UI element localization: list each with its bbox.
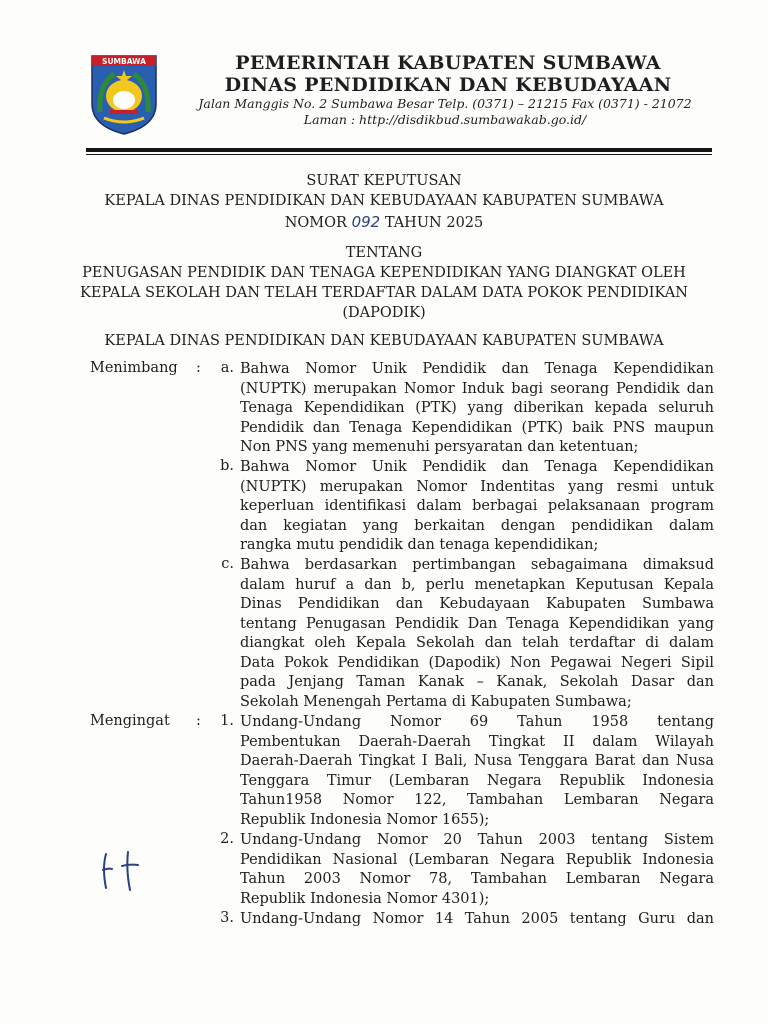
consideration-c [240,556,714,712]
text-line: (NUPTK) merupakan Nomor Induk bagi seorang Pendidik dan [240,380,714,397]
text-line: Tahun1958 Nomor 122, Tambahan Lembaran Negara [240,792,714,808]
letterhead-rule-thin [86,154,712,155]
department-name: DINAS PENDIDIKAN DAN KEBUDAYAAN [224,74,672,96]
subject-line-3: (DAPODIK) [342,305,426,321]
text-line: rangka mutu pendidik dan tenaga kependidikan; [240,537,599,553]
legal-basis-2-mark: 2. [220,831,234,847]
document-issuer: KEPALA DINAS PENDIDIKAN DAN KEBUDAYAAN KABUPATEN SUMBAWA [104,193,664,209]
menimbang-colon: : [196,360,201,376]
subject-line-2: KEPALA SEKOLAH DAN TELAH TERDAFTAR DALAM DATA POKOK PENDIDIKAN [80,285,688,301]
text-line: Tenaga Kependidikan (PTK) yang diberikan kepada seluruh [240,400,714,416]
text-line: Non PNS yang memenuhi persyaratan dan ketentuan; [240,439,639,455]
text-line: pada Jenjang Taman Kanak – Kanak, Sekolah Dasar dan [240,674,714,690]
menimbang-label: Menimbang [90,360,178,376]
office-website: Laman : http://disdikbud.sumbawakab.go.id/ [303,112,587,127]
letterhead-rule-thick [86,148,712,152]
text-line: dan kegiatan yang berkaitan dengan pendidikan dalam [240,517,714,534]
consideration-c-mark: c. [221,556,234,572]
svg-text:SUMBAWA: SUMBAWA [102,57,146,66]
text-line: Undang-Undang Nomor 14 Tahun 2005 tentang Guru dan [240,911,714,927]
legal-basis-3 [240,910,714,930]
mengingat-label: Mengingat [90,713,170,729]
text-line: dalam huruf a dan b, perlu menetapkan Keputusan Kepala [240,576,714,593]
consideration-a [240,360,714,458]
legal-basis-2 [240,831,714,909]
text-line: tentang Penugasan Pendidik Dan Tenaga Kependidikan yang [240,615,714,632]
handwritten-number: 092 [351,213,381,231]
document-type: SURAT KEPUTUSAN [306,173,462,189]
sumbawa-regency-emblem-icon [88,52,160,136]
document-number [60,213,708,231]
authority-heading: KEPALA DINAS PENDIDIKAN DAN KEBUDAYAAN KABUPATEN SUMBAWA [104,333,664,349]
legal-basis-3-mark: 3. [220,910,234,926]
text-line: Pendidikan Nasional (Lembaran Negara Republik Indonesia [240,851,714,868]
mengingat-colon: : [196,713,201,729]
text-line: keperluan identifikasi dalam berbagai pelaksanaan program [240,498,714,514]
legal-basis-1-mark: 1. [220,713,234,729]
text-line: Pembentukan Daerah-Daerah Tingkat II dalam Wilayah [240,733,714,750]
text-line: Pendidik dan Tenaga Kependidikan (PTK) baik PNS maupun [240,419,714,436]
letterhead [0,0,768,160]
text-line: Sekolah Menengah Pertama di Kabupaten Sumbawa; [240,693,632,710]
government-name: PEMERINTAH KABUPATEN SUMBAWA [235,52,661,74]
office-address: Jalan Manggis No. 2 Sumbawa Besar Telp. (0371) – 21215 Fax (0371) - 21072 [198,96,692,111]
number-year: TAHUN 2025 [384,215,484,231]
text-line: diangkat oleh Kepala Sekolah dan telah terdaftar di dalam [240,635,714,651]
text-line: Daerah-Daerah Tingkat I Bali, Nusa Tenggara Barat dan Nusa [240,753,714,769]
text-line: Bahwa Nomor Unik Pendidik dan Tenaga Kependidikan [240,361,714,377]
text-line: Data Pokok Pendidikan (Dapodik) Non Pegawai Negeri Sipil [240,654,714,671]
consideration-b-mark: b. [220,458,234,474]
text-line: Undang-Undang Nomor 69 Tahun 1958 tentang [240,714,714,730]
text-line: Tahun 2003 Nomor 78, Tambahan Lembaran Negara [240,871,714,887]
about-heading: TENTANG [345,245,423,261]
text-line: Bahwa Nomor Unik Pendidik dan Tenaga Kependidikan [240,459,714,475]
text-line: Dinas Pendidikan dan Kebudayaan Kabupaten Sumbawa [240,596,714,612]
consideration-b [240,458,714,556]
text-line: Bahwa berdasarkan pertimbangan sebagaimana dimaksud [240,557,714,573]
subject-line-1: PENUGASAN PENDIDIK DAN TENAGA KEPENDIDIKAN YANG DIANGKAT OLEH [82,265,686,281]
text-line: Republik Indonesia Nomor 4301); [240,890,490,907]
text-line: Undang-Undang Nomor 20 Tahun 2003 tentang Sistem [240,832,714,848]
text-line: Tenggara Timur (Lembaran Negara Republik Indonesia [240,772,714,789]
number-prefix: NOMOR [284,215,347,231]
consideration-a-mark: a. [220,360,234,376]
text-line: (NUPTK) merupakan Nomor Indentitas yang resmi untuk [240,478,714,495]
legal-basis-1 [240,713,714,830]
handwritten-initials-icon [96,848,146,894]
text-line: Republik Indonesia Nomor 1655); [240,811,490,828]
